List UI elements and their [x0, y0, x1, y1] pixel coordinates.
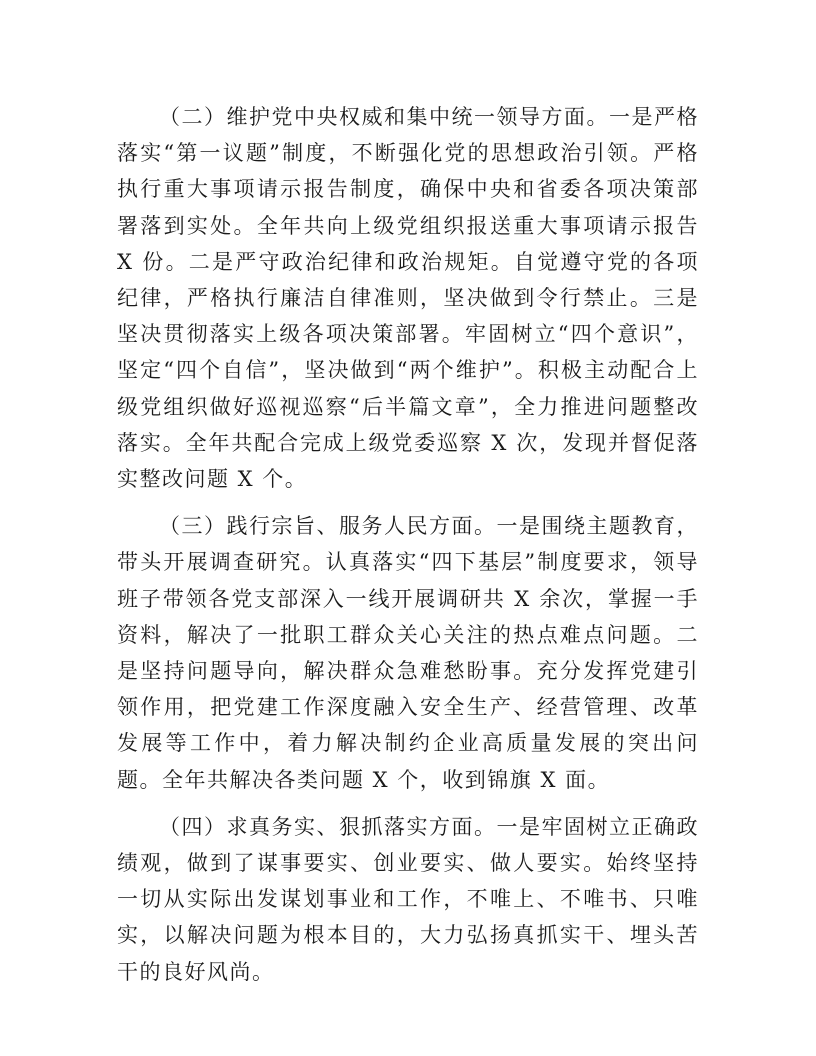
paragraph-authority: （二）维护党中央权威和集中统一领导方面。一是严格落实“第一议题”制度，不断强化党的思想政治引领。严格执行重大事项请示报告制度，确保中央和省委各项决策部署落到实处。全年共向上级党组织报送重大事项请示报告 X 份。二是严守政治纪律和政治规矩。自觉遵守党的各项纪律，严格执行廉洁自律准则，坚决做到令行禁止。三是坚决贯彻落实上级各项决策部署。牢固树立“四个意识”，坚定“四个自信”，坚决做到“两个维护”。积极主动配合上级党组织做好巡视巡察“后半篇文章”，全力推进问题整改落实。全年共配合完成上级党委巡察 X 次，发现并督促落实整改问题 X 个。 — [117, 105, 699, 492]
document-body — [117, 99, 699, 1001]
paragraph-pragmatic: （四）求真务实、狠抓落实方面。一是牢固树立正确政绩观，做到了谋事要实、创业要实、做人要实。始终坚持一切从实际出发谋划事业和工作，不唯上、不唯书、只唯实，以解决问题为根本目的，大力弘扬真抓实干、埋头苦干的良好风尚。 — [117, 814, 699, 984]
paragraph-serve-people: （三）践行宗旨、服务人民方面。一是围绕主题教育，带头开展调查研究。认真落实“四下基层”制度要求，领导班子带领各党支部深入一线开展调研共 X 余次，掌握一手资料，解决了一批职工群众关心关注的热点难点问题。二是坚持问题导向，解决群众急难愁盼事。充分发挥党建引领作用，把党建工作深度融入安全生产、经营管理、改革发展等工作中，着力解决制约企业高质量发展的突出问题。全年共解决各类问题 X 个，收到锦旗 X 面。 — [117, 514, 699, 792]
